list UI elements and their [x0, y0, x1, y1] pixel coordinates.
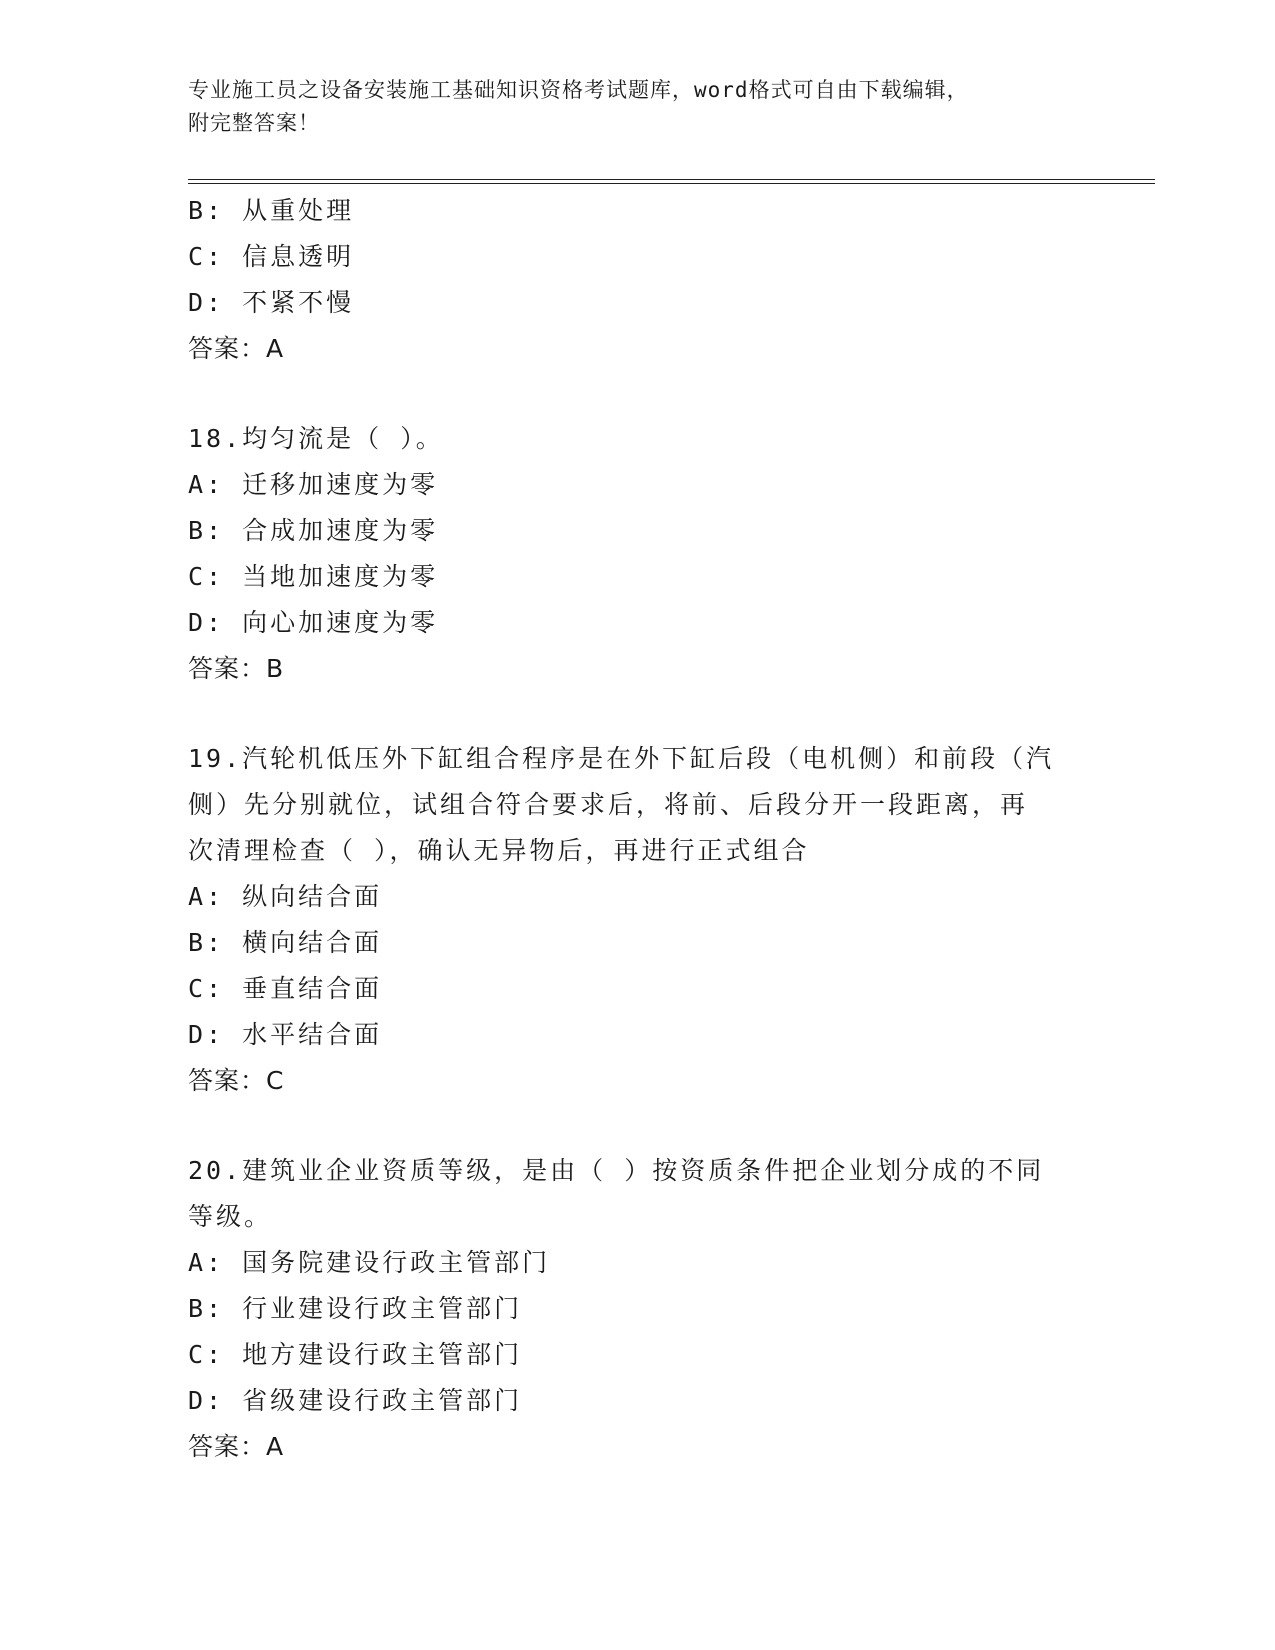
question-19	[188, 736, 1088, 1104]
option-d	[188, 280, 1088, 326]
option-key: C:	[188, 1340, 225, 1369]
option-key: D:	[188, 288, 225, 317]
answer-line: 答案：B	[188, 654, 285, 683]
option-c	[188, 234, 1088, 280]
question-stem-line-3: 次清理检查（ ），确认无异物后，再进行正式组合	[188, 836, 810, 865]
question-stem-line-2: 等级。	[188, 1202, 273, 1231]
option-a	[188, 1240, 1088, 1286]
document-header	[188, 74, 1088, 140]
question-list	[188, 188, 1088, 1470]
option-key: C:	[188, 974, 225, 1003]
option-b	[188, 188, 1088, 234]
option-text: 当地加速度为零	[242, 562, 439, 591]
option-a	[188, 874, 1088, 920]
question-fragment	[188, 188, 1088, 372]
option-key: D:	[188, 608, 225, 637]
option-b	[188, 920, 1088, 966]
option-key: B:	[188, 516, 225, 545]
option-a	[188, 462, 1088, 508]
option-key: A:	[188, 470, 225, 499]
option-key: B:	[188, 928, 225, 957]
question-stem-line-2: 侧）先分别就位，试组合符合要求后，将前、后段分开一段距离，再	[188, 790, 1029, 819]
option-text: 信息透明	[242, 242, 355, 271]
option-d	[188, 600, 1088, 646]
option-d	[188, 1012, 1088, 1058]
option-text: 纵向结合面	[242, 882, 383, 911]
option-key: A:	[188, 882, 225, 911]
option-key: D:	[188, 1020, 225, 1049]
header-line-1: 专业施工员之设备安装施工基础知识资格考试题库，word格式可自由下载编辑，	[188, 78, 969, 102]
question-18	[188, 416, 1088, 692]
option-text: 行业建设行政主管部门	[242, 1294, 523, 1323]
question-stem-line-1: 20.建筑业企业资质等级，是由（ ）按资质条件把企业划分成的不同	[188, 1156, 1045, 1185]
header-line-2: 附完整答案！	[188, 111, 320, 135]
option-c	[188, 966, 1088, 1012]
option-b	[188, 508, 1088, 554]
option-text: 向心加速度为零	[242, 608, 439, 637]
option-text: 垂直结合面	[242, 974, 383, 1003]
option-key: B:	[188, 1294, 225, 1323]
header-divider	[188, 179, 1155, 184]
option-key: D:	[188, 1386, 225, 1415]
option-text: 不紧不慢	[242, 288, 355, 317]
question-stem-line-1: 19.汽轮机低压外下缸组合程序是在外下缸后段（电机侧）和前段（汽	[188, 744, 1055, 773]
answer-line: 答案：C	[188, 1066, 285, 1095]
option-key: C:	[188, 562, 225, 591]
question-stem: 18.均匀流是（ ）。	[188, 424, 444, 453]
option-text: 省级建设行政主管部门	[242, 1386, 523, 1415]
option-text: 横向结合面	[242, 928, 383, 957]
option-text: 合成加速度为零	[242, 516, 439, 545]
option-text: 从重处理	[242, 196, 355, 225]
option-text: 迁移加速度为零	[242, 470, 439, 499]
option-text: 国务院建设行政主管部门	[242, 1248, 551, 1277]
option-text: 水平结合面	[242, 1020, 383, 1049]
question-20	[188, 1148, 1088, 1470]
option-text: 地方建设行政主管部门	[242, 1340, 523, 1369]
option-b	[188, 1286, 1088, 1332]
option-d	[188, 1378, 1088, 1424]
option-key: C:	[188, 242, 225, 271]
option-c	[188, 1332, 1088, 1378]
answer-line: 答案：A	[188, 334, 285, 363]
option-key: B:	[188, 196, 225, 225]
option-c	[188, 554, 1088, 600]
answer-line: 答案：A	[188, 1432, 285, 1461]
option-key: A:	[188, 1248, 225, 1277]
